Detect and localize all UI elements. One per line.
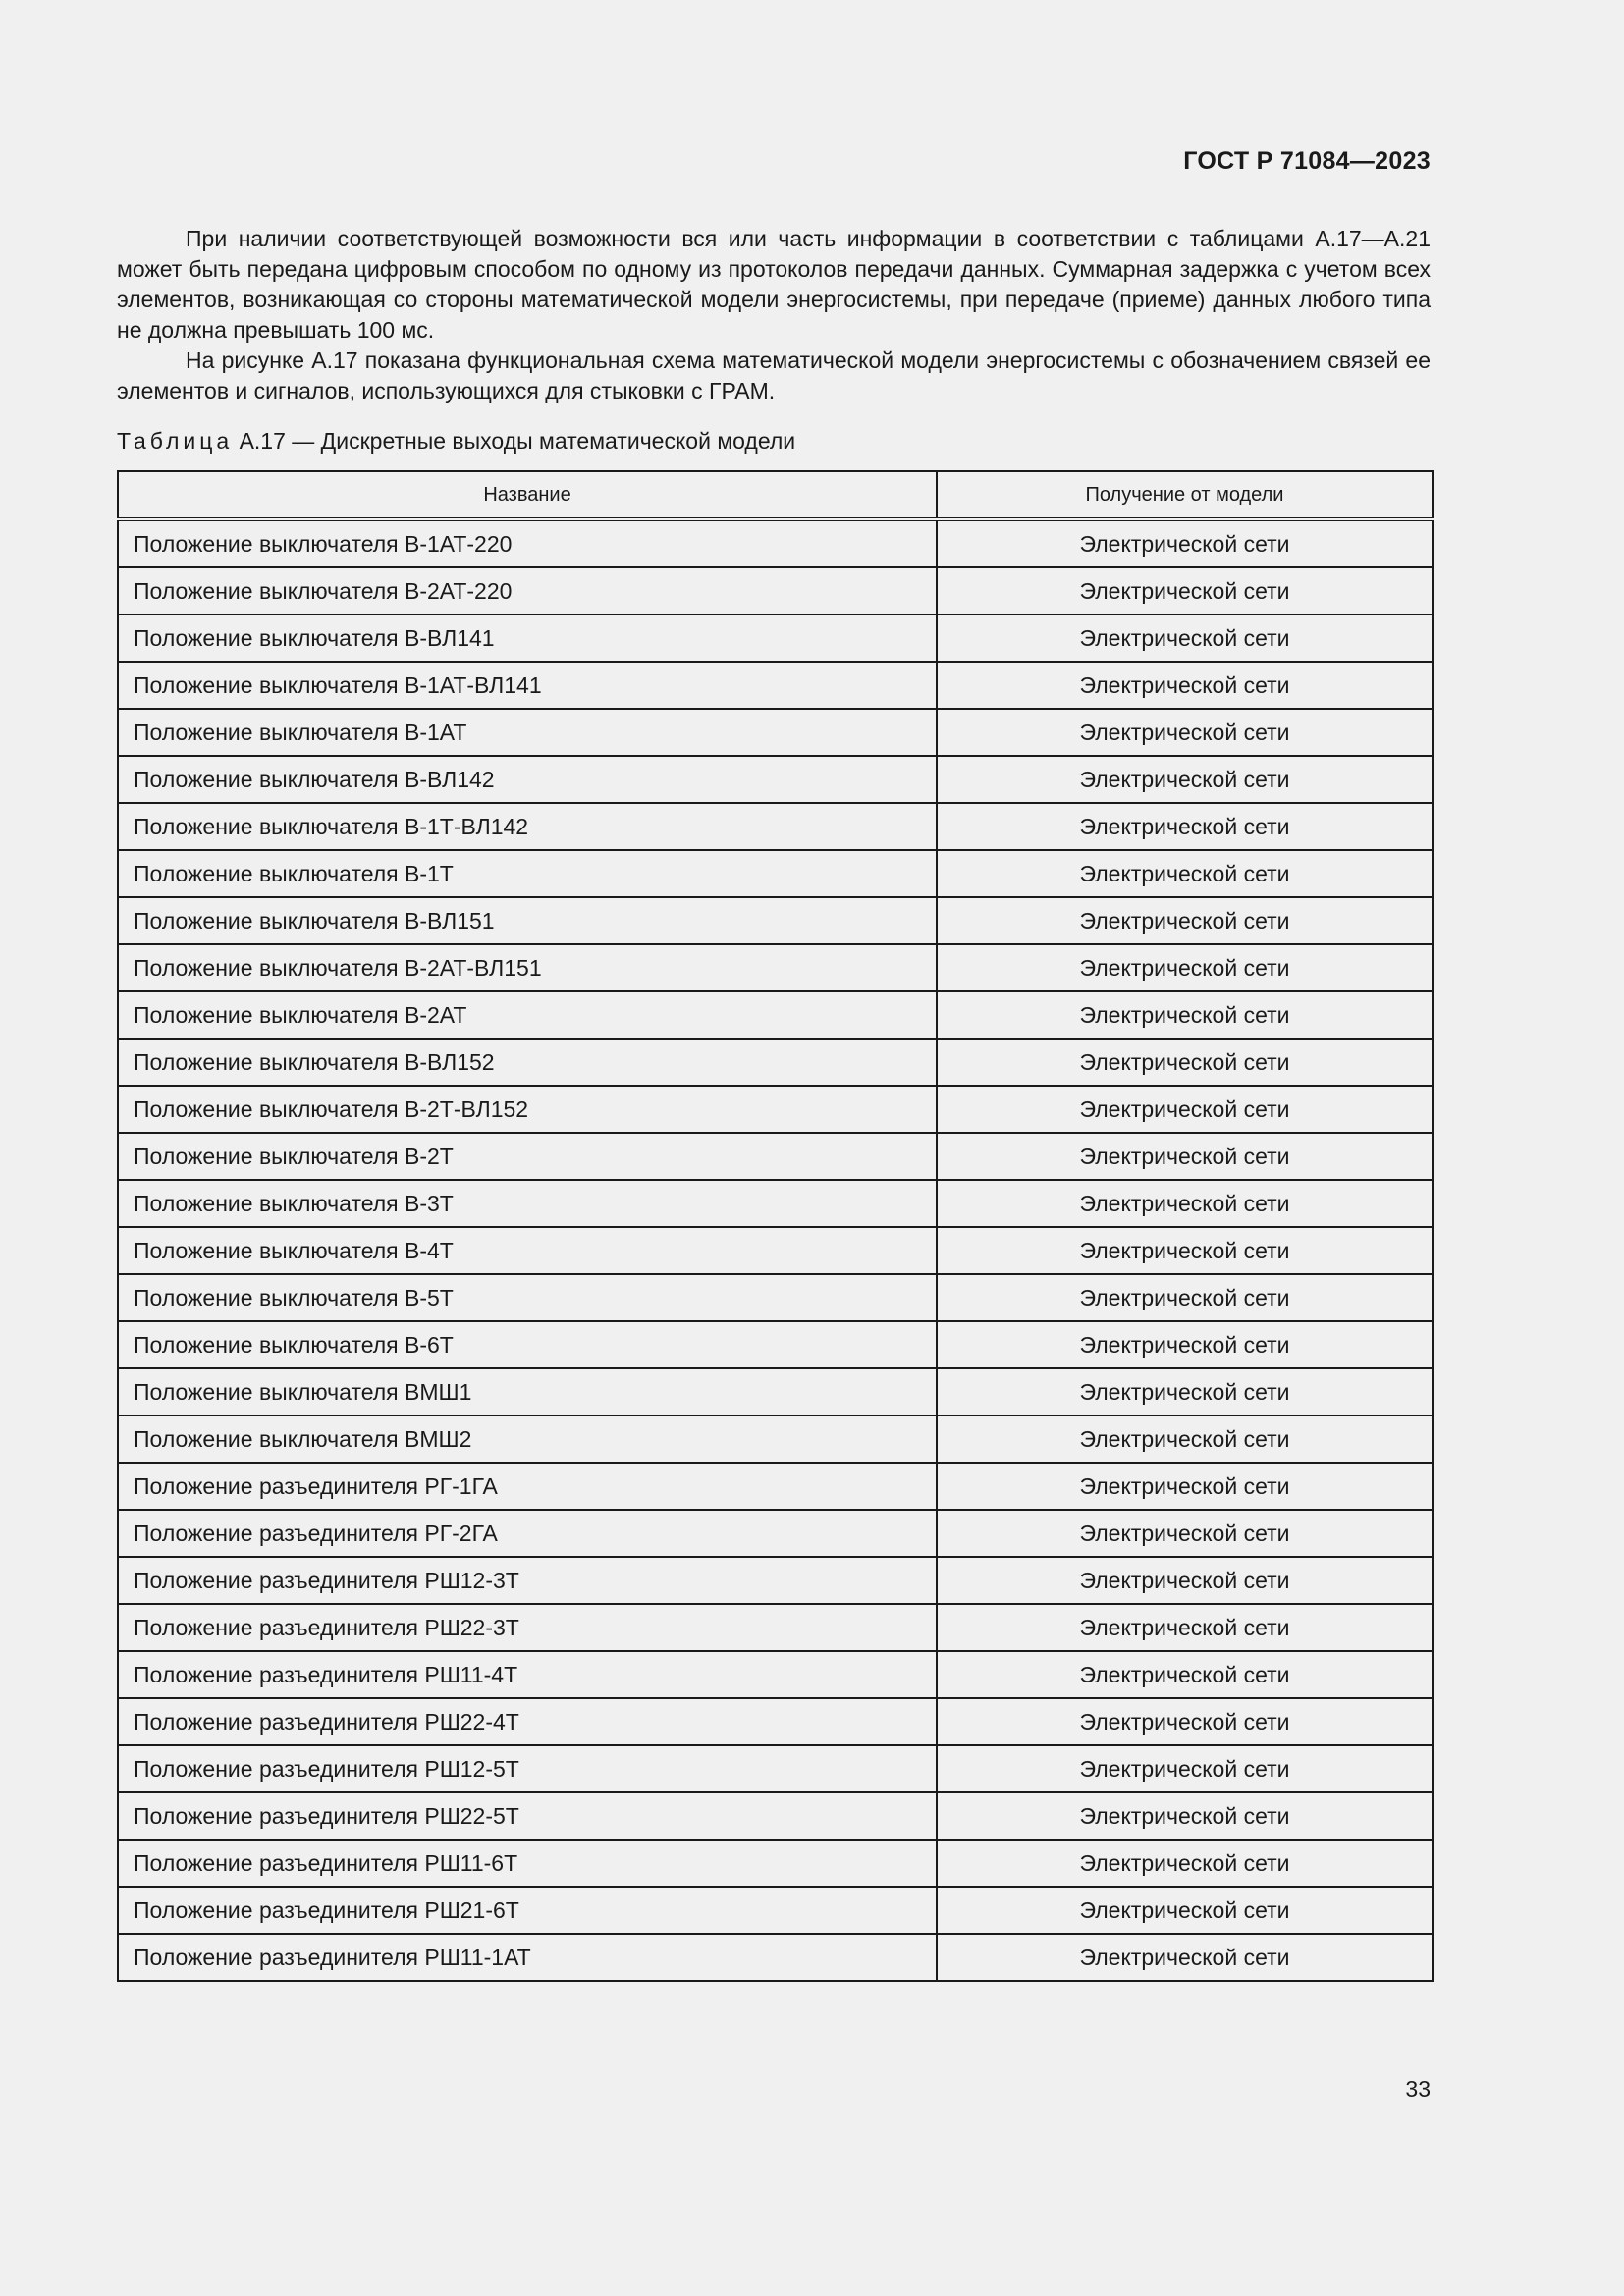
cell-name: Положение выключателя В-2АТ-ВЛ151 (118, 944, 937, 991)
page-number: 33 (1405, 2076, 1431, 2102)
cell-name: Положение разъединителя РШ12-5Т (118, 1745, 937, 1792)
cell-source: Электрической сети (937, 1463, 1433, 1510)
table-body (118, 519, 1433, 1981)
cell-name: Положение разъединителя РШ11-4Т (118, 1651, 937, 1698)
cell-source: Электрической сети (937, 1227, 1433, 1274)
cell-name: Положение разъединителя РШ11-6Т (118, 1840, 937, 1887)
table-row (118, 803, 1433, 850)
cell-name: Положение выключателя В-1АТ (118, 709, 937, 756)
cell-source: Электрической сети (937, 897, 1433, 944)
table-row (118, 1415, 1433, 1463)
table-caption (117, 428, 795, 454)
cell-source: Электрической сети (937, 1180, 1433, 1227)
table-row (118, 1510, 1433, 1557)
cell-source: Электрической сети (937, 1321, 1433, 1368)
cell-source: Электрической сети (937, 1698, 1433, 1745)
table-row (118, 1368, 1433, 1415)
intro-text (117, 224, 1431, 406)
table-row (118, 1840, 1433, 1887)
document-code: ГОСТ Р 71084—2023 (1183, 147, 1431, 175)
table-row (118, 1698, 1433, 1745)
cell-name: Положение выключателя В-5Т (118, 1274, 937, 1321)
cell-source: Электрической сети (937, 1368, 1433, 1415)
signals-table (117, 470, 1434, 1982)
table-row (118, 1274, 1433, 1321)
table-row (118, 1745, 1433, 1792)
cell-source: Электрической сети (937, 1651, 1433, 1698)
cell-name: Положение выключателя В-2Т-ВЛ152 (118, 1086, 937, 1133)
cell-name: Положение выключателя В-1АТ-220 (118, 519, 937, 567)
cell-source: Электрической сети (937, 1039, 1433, 1086)
cell-source: Электрической сети (937, 991, 1433, 1039)
intro-paragraph-2: На рисунке А.17 показана функциональная схема математической модели энергосистемы с обозначением связей ее элементов и сигналов, использующихся для стыковки с ГРАМ. (117, 347, 1431, 403)
cell-name: Положение выключателя В-4Т (118, 1227, 937, 1274)
cell-name: Положение выключателя В-1Т-ВЛ142 (118, 803, 937, 850)
cell-source: Электрической сети (937, 1604, 1433, 1651)
cell-source: Электрической сети (937, 1934, 1433, 1981)
table-row (118, 1934, 1433, 1981)
cell-name: Положение разъединителя РШ21-6Т (118, 1887, 937, 1934)
table-row (118, 1557, 1433, 1604)
column-header-source: Получение от модели (937, 471, 1433, 519)
table-row (118, 1887, 1433, 1934)
table-row (118, 567, 1433, 614)
table-row (118, 1321, 1433, 1368)
table-row (118, 991, 1433, 1039)
table-row (118, 614, 1433, 662)
cell-name: Положение выключателя В-ВЛ141 (118, 614, 937, 662)
cell-source: Электрической сети (937, 519, 1433, 567)
cell-name: Положение разъединителя РШ22-5Т (118, 1792, 937, 1840)
cell-source: Электрической сети (937, 1274, 1433, 1321)
cell-source: Электрической сети (937, 709, 1433, 756)
table-row (118, 662, 1433, 709)
cell-source: Электрической сети (937, 756, 1433, 803)
cell-source: Электрической сети (937, 1792, 1433, 1840)
table-row (118, 1133, 1433, 1180)
cell-name: Положение выключателя ВМШ1 (118, 1368, 937, 1415)
cell-name: Положение выключателя В-6Т (118, 1321, 937, 1368)
column-header-name: Название (118, 471, 937, 519)
intro-paragraph-1: При наличии соответствующей возможности вся или часть информации в соответствии с таблицами А.17—А.21 может быть передана цифровым способом по одному из протоколов передачи данных. Суммарная задержка с учетом всех элементов, возникающая со стороны математической модели энергосистемы, при передаче (приеме) данных любого типа не должна превышать 100 мс. (117, 226, 1431, 343)
cell-name: Положение выключателя ВМШ2 (118, 1415, 937, 1463)
cell-source: Электрической сети (937, 662, 1433, 709)
cell-source: Электрической сети (937, 1415, 1433, 1463)
cell-source: Электрической сети (937, 1510, 1433, 1557)
cell-name: Положение выключателя В-2АТ-220 (118, 567, 937, 614)
cell-name: Положение выключателя В-3Т (118, 1180, 937, 1227)
cell-name: Положение разъединителя РШ11-1АТ (118, 1934, 937, 1981)
table-caption-title: А.17 — Дискретные выходы математической модели (239, 428, 796, 454)
cell-name: Положение разъединителя РГ-2ГА (118, 1510, 937, 1557)
cell-source: Электрической сети (937, 803, 1433, 850)
cell-name: Положение разъединителя РШ12-3Т (118, 1557, 937, 1604)
table-row (118, 897, 1433, 944)
table-row (118, 1180, 1433, 1227)
table-row (118, 944, 1433, 991)
cell-name: Положение выключателя В-ВЛ142 (118, 756, 937, 803)
table-row (118, 1792, 1433, 1840)
cell-name: Положение разъединителя РГ-1ГА (118, 1463, 937, 1510)
cell-name: Положение разъединителя РШ22-4Т (118, 1698, 937, 1745)
cell-source: Электрической сети (937, 1887, 1433, 1934)
table-row (118, 756, 1433, 803)
table-row (118, 1227, 1433, 1274)
cell-source: Электрической сети (937, 1557, 1433, 1604)
cell-name: Положение выключателя В-1АТ-ВЛ141 (118, 662, 937, 709)
cell-source: Электрической сети (937, 614, 1433, 662)
table-row (118, 1651, 1433, 1698)
cell-source: Электрической сети (937, 944, 1433, 991)
cell-source: Электрической сети (937, 1086, 1433, 1133)
table-row (118, 1086, 1433, 1133)
cell-source: Электрической сети (937, 1745, 1433, 1792)
table-header-row (118, 471, 1433, 519)
cell-source: Электрической сети (937, 567, 1433, 614)
table-row (118, 519, 1433, 567)
cell-name: Положение выключателя В-2АТ (118, 991, 937, 1039)
cell-name: Положение разъединителя РШ22-3Т (118, 1604, 937, 1651)
cell-name: Положение выключателя В-ВЛ151 (118, 897, 937, 944)
table-caption-word: Таблица (117, 428, 234, 454)
cell-source: Электрической сети (937, 1840, 1433, 1887)
cell-source: Электрической сети (937, 1133, 1433, 1180)
table-row (118, 1463, 1433, 1510)
cell-source: Электрической сети (937, 850, 1433, 897)
table-row (118, 1039, 1433, 1086)
cell-name: Положение выключателя В-ВЛ152 (118, 1039, 937, 1086)
table-row (118, 709, 1433, 756)
cell-name: Положение выключателя В-1Т (118, 850, 937, 897)
table-row (118, 850, 1433, 897)
table-row (118, 1604, 1433, 1651)
cell-name: Положение выключателя В-2Т (118, 1133, 937, 1180)
